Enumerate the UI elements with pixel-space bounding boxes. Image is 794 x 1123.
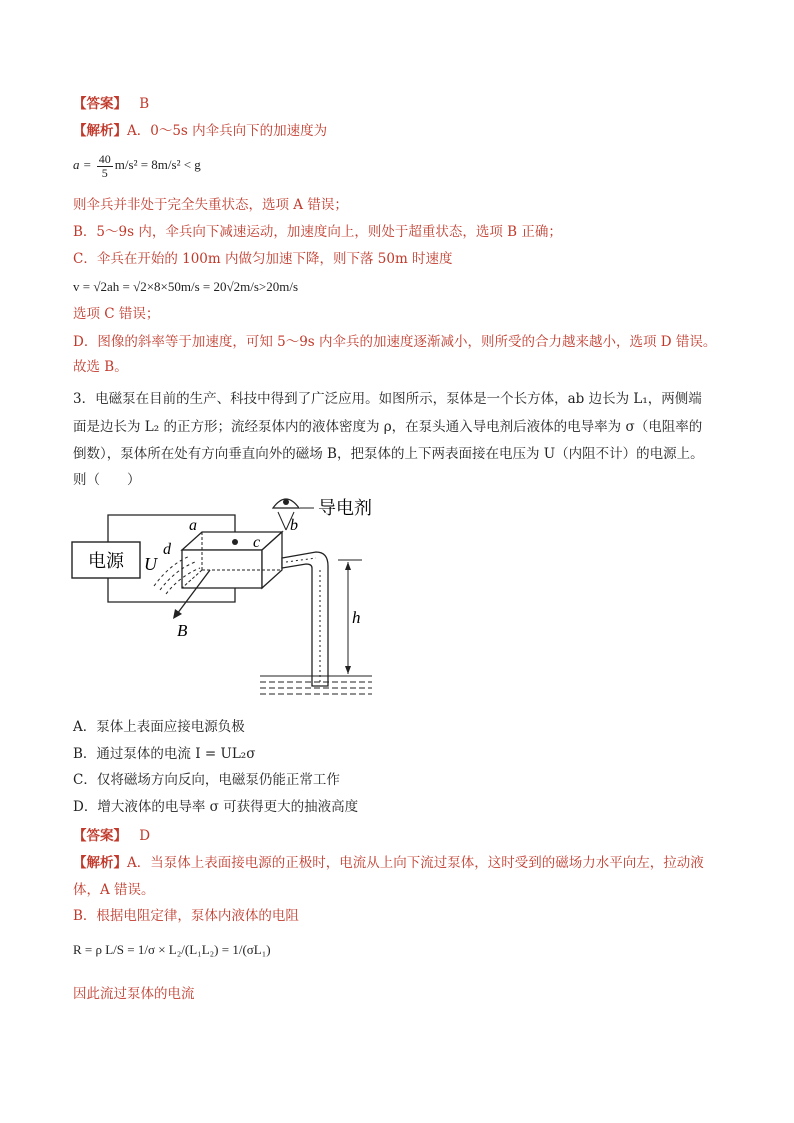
conductive-agent-label: 导电剂 [318,498,372,518]
analysis-line-7: D．图像的斜率等于加速度，可知 5～9s 内伞兵的加速度逐渐减小，则所受的合力越来越小，选项 D 错误。 [73,334,717,350]
equation-velocity: v = √2ah = √2×8×50m/s = 20√2m/s>20m/s [73,279,299,294]
label-h: h [352,608,361,627]
analysis2-line-2: 体，A 错误。 [73,882,155,898]
option-C: C．仅将磁场方向反向，电磁泵仍能正常工作 [73,772,340,788]
eq1-num: 40 [98,151,111,166]
pump-body [182,550,262,588]
label-a: a [189,517,197,534]
equation-acceleration [73,150,201,180]
analysis-tag-2: 【解析】 [73,855,127,871]
analysis-line-4: B．5～9s 内，伞兵向下减速运动，加速度向上，则处于超重状态，选项 B 正确； [73,224,562,240]
analysis-line-3: 则伞兵并非处于完全失重状态，选项 A 错误； [73,197,348,213]
question-line-2: 面是边长为 L₂ 的正方形；流经泵体内的液体密度为 ρ，在泵头通入导电剂后液体的电导率为 σ（电阻率的 [73,419,703,435]
label-d: d [163,541,171,558]
answer-tag-2: 【答案】 [73,828,127,844]
answer-line-1 [73,94,149,114]
analysis2-line-3: B．根据电阻定律，泵体内液体的电阻 [73,908,299,924]
analysis2-line-1 [73,853,704,873]
answer-line-2 [73,826,150,846]
analysis-text: A．0～5s 内伞兵向下的加速度为 [127,123,328,139]
label-B: B [177,621,188,640]
eq1-rest: m/s² = 8m/s² < g [114,157,201,172]
eq1-fraction [97,153,113,180]
analysis-line-1 [73,121,327,141]
label-U: U [144,554,157,574]
analysis2-line-last: 因此流过泵体的电流 [73,986,195,1002]
question-line-4: 则（ ） [73,472,141,488]
label-b: b [290,517,298,534]
power-label: 电源 [88,551,124,571]
option-D: D．增大液体的电导率 σ 可获得更大的抽液高度 [73,799,359,815]
option-B: B．通过泵体的电流 I = UL₂σ [73,746,256,762]
question-line-3: 倒数），泵体所在处有方向垂直向外的磁场 B，把泵体的上下两表面接在电压为 U（内阻不计）的电源上。 [73,446,704,462]
analysis-tag: 【解析】 [73,123,127,139]
label-c: c [253,534,261,551]
answer-value-2: D [139,828,151,844]
answer-tag: 【答案】 [73,96,127,112]
analysis-line-5: C．伞兵在开始的 100m 内做匀加速下降，则下落 50m 时速度 [73,251,453,267]
analysis-line-8: 故选 B。 [73,359,128,375]
question-line-1: 3．电磁泵在目前的生产、科技中得到了广泛应用。如图所示，泵体是一个长方体，ab 边长为 L₁，两侧端 [73,391,702,407]
electromagnetic-pump-figure [60,490,400,710]
eq1-lhs: a = [73,157,92,172]
equation-resistance: R = ρ L/S = 1/σ × L₂/(L₁L₂) = 1/(σL₁) [73,942,271,957]
analysis2-text-1: A．当泵体上表面接电源的正极时，电流从上向下流过泵体，这时受到的磁场力水平向左，拉动液 [127,855,704,871]
analysis-line-6: 选项 C 错误； [73,306,160,322]
eq1-den: 5 [101,165,108,180]
answer-value: B [139,96,150,112]
option-A: A．泵体上表面应接电源负极 [73,719,245,735]
